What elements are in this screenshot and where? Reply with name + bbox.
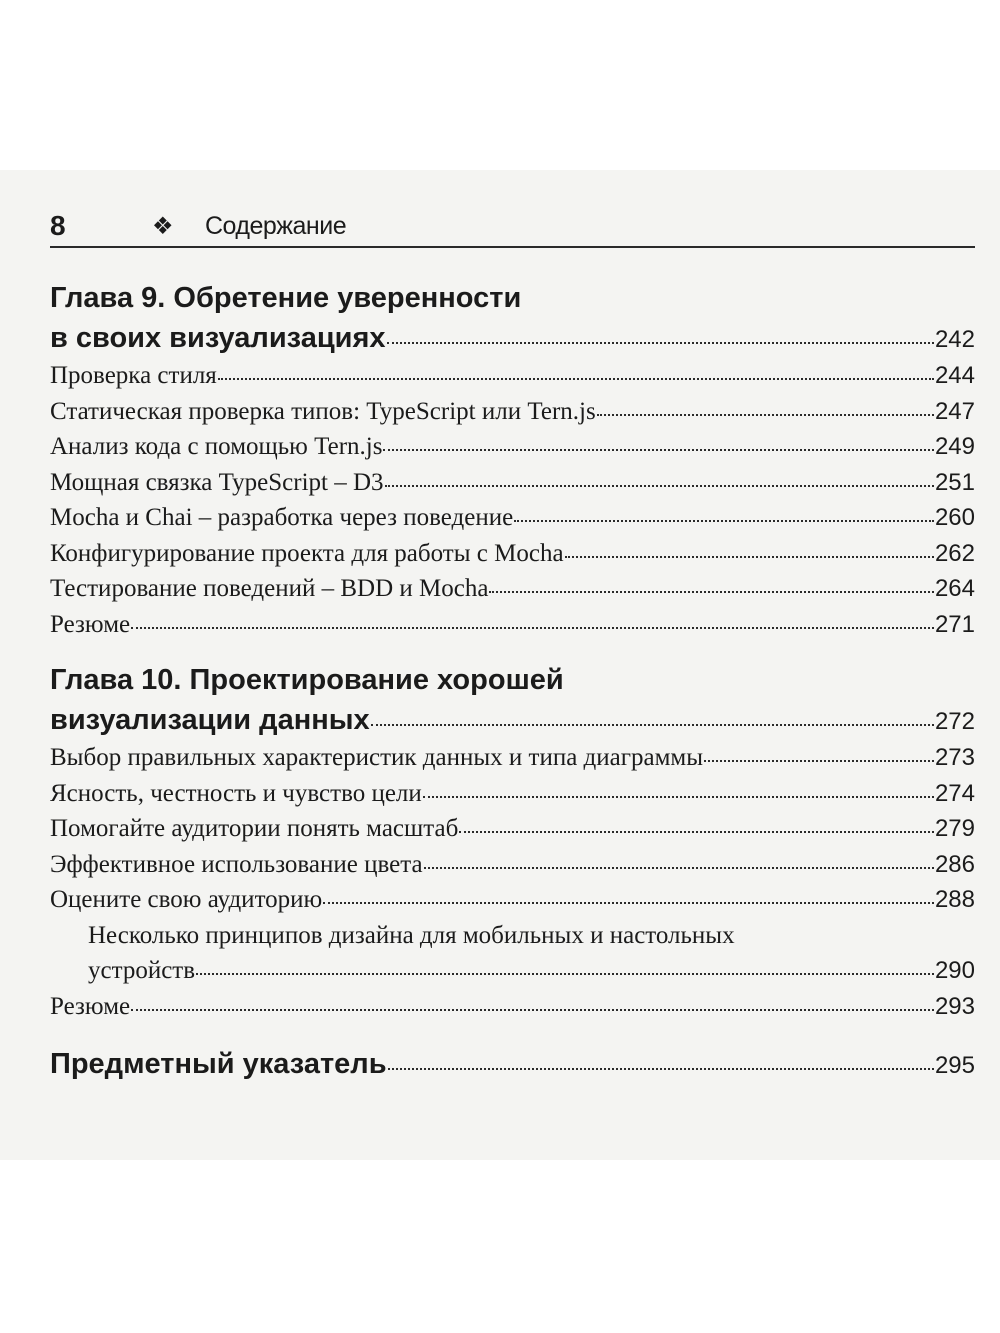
toc-entry[interactable]	[50, 607, 975, 643]
section-title: Конфигурирование проекта для работы с Mocha	[50, 539, 564, 567]
toc-entry[interactable]	[50, 394, 975, 430]
chapter-10-title-cont: визуализации данных	[50, 704, 370, 736]
section-title: Тестирование поведений – BDD и Mocha	[50, 575, 489, 602]
leader-dots	[597, 414, 934, 416]
spacer	[50, 1024, 975, 1044]
section-title: Выбор правильных характеристик данных и типа диаграммы	[50, 744, 704, 771]
page-ref: 249	[934, 433, 975, 460]
leader-dots	[131, 1009, 934, 1011]
index-title: Предметный указатель	[50, 1048, 387, 1080]
page-ref: 247	[934, 397, 975, 425]
leader-dots	[196, 973, 934, 975]
leader-dots	[323, 902, 934, 904]
page-ref: 260	[934, 504, 975, 531]
page-ref: 251	[934, 468, 975, 496]
running-header	[50, 206, 975, 248]
section-title: Резюме	[50, 610, 131, 638]
toc-entry[interactable]	[50, 429, 975, 465]
leader-dots	[388, 1068, 934, 1070]
toc-entry[interactable]	[50, 882, 975, 918]
section-title: Проверка стиля	[50, 362, 217, 389]
chapter-9-title[interactable]: Глава 9. Обретение уверенности	[50, 282, 522, 314]
section-title: Помогайте аудитории понять масштаб	[50, 815, 459, 842]
spacer	[50, 642, 975, 660]
toc-entry[interactable]	[50, 500, 975, 536]
leader-dots	[704, 760, 934, 762]
chapter-9-entry[interactable]	[50, 318, 975, 358]
section-title: Анализ кода с помощью Tern.js	[50, 433, 383, 460]
leader-dots	[489, 591, 934, 593]
page-ref: 279	[934, 815, 975, 842]
toc-entry[interactable]	[50, 358, 975, 394]
section-title: Резюме	[50, 992, 131, 1020]
page-ref: 272	[934, 708, 975, 735]
page-ref: 290	[934, 957, 975, 984]
leader-dots	[424, 867, 934, 869]
section-title: Mocha и Chai – разработка через поведение	[50, 504, 514, 531]
section-title: Эффективное использование цвета	[50, 850, 423, 878]
leader-dots	[387, 342, 934, 344]
toc-entry[interactable]	[50, 465, 975, 501]
page-number: 8	[50, 210, 66, 241]
toc-entry[interactable]	[50, 740, 975, 776]
toc-entry[interactable]	[50, 847, 975, 883]
leader-dots	[218, 378, 934, 380]
toc-entry[interactable]	[50, 989, 975, 1025]
table-of-contents	[50, 278, 975, 1084]
section-title: Ясность, честность и чувство цели	[50, 779, 422, 807]
leader-dots	[565, 556, 934, 558]
page-ref: 264	[934, 575, 975, 602]
subsection-title: Несколько принципов дизайна для мобильных и настольных	[88, 921, 735, 949]
page-ref: 262	[934, 539, 975, 567]
leader-dots	[459, 831, 934, 833]
chapter-10-entry[interactable]	[50, 700, 975, 740]
toc-subentry[interactable]	[50, 918, 975, 989]
ornament-icon: ❖	[152, 213, 174, 240]
leader-dots	[385, 485, 934, 487]
toc-entry[interactable]	[50, 776, 975, 812]
toc-entry[interactable]	[50, 571, 975, 607]
page-ref: 244	[934, 362, 975, 389]
index-entry[interactable]	[50, 1044, 975, 1084]
page-ref: 274	[934, 779, 975, 807]
leader-dots	[514, 520, 934, 522]
page-ref: 271	[934, 610, 975, 638]
page-ref: 288	[934, 886, 975, 913]
leader-dots	[383, 449, 933, 451]
section-title: Оцените свою аудиторию	[50, 886, 323, 913]
page-ref: 242	[934, 326, 975, 353]
chapter-10-title[interactable]: Глава 10. Проектирование хорошей	[50, 664, 564, 696]
leader-dots	[423, 796, 934, 798]
section-title: Мощная связка TypeScript – D3	[50, 468, 384, 496]
page-ref: 273	[934, 744, 975, 771]
page-ref: 286	[934, 850, 975, 878]
page-ref: 295	[934, 1052, 975, 1079]
leader-dots	[371, 724, 934, 726]
toc-entry[interactable]	[50, 811, 975, 847]
page-ref: 293	[934, 992, 975, 1020]
leader-dots	[131, 627, 934, 629]
toc-entry[interactable]	[50, 536, 975, 572]
section-title: Статическая проверка типов: TypeScript или Tern.js	[50, 397, 596, 425]
subsection-entry	[88, 953, 975, 989]
chapter-9-title-cont: в своих визуализациях	[50, 322, 386, 354]
running-title: Содержание	[205, 212, 347, 240]
subsection-title-cont: устройств	[88, 957, 196, 984]
